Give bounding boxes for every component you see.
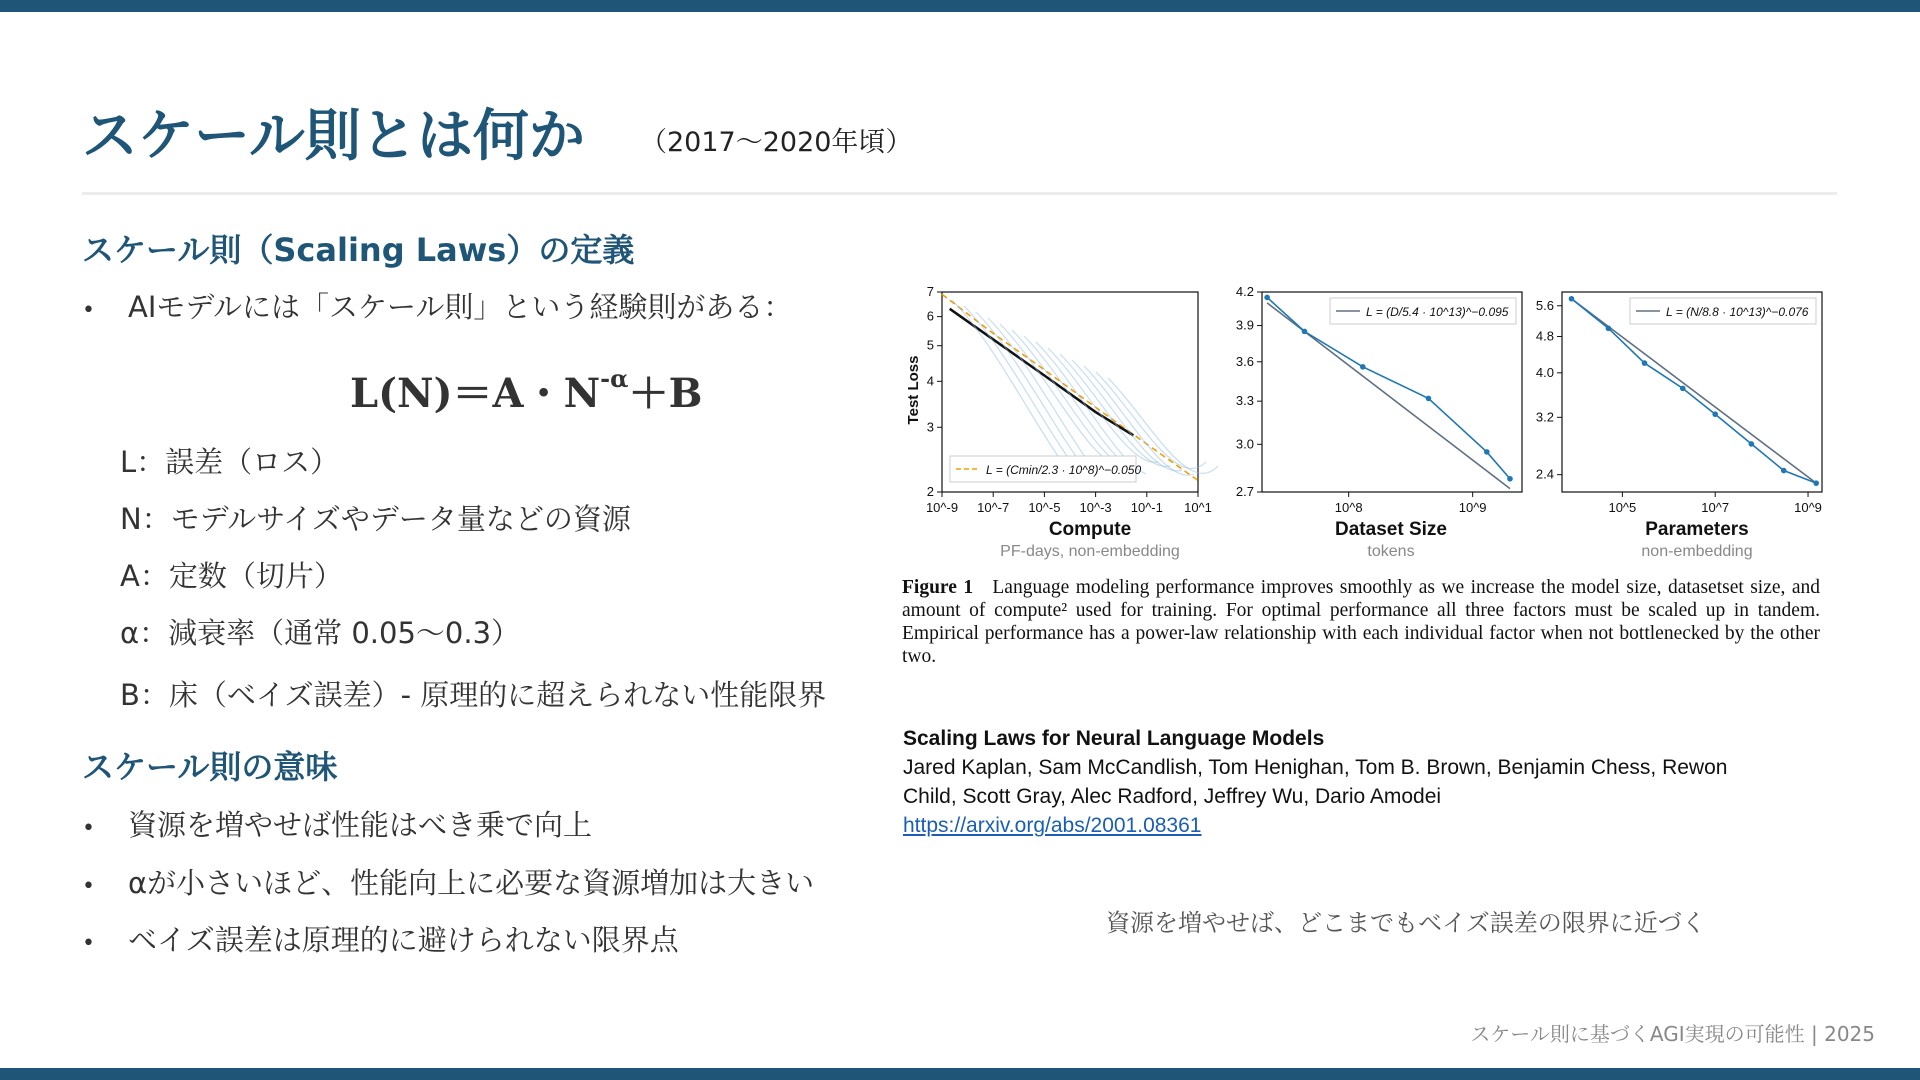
- data-point: [1302, 329, 1308, 335]
- x-tick-label: 10^-1: [1130, 500, 1163, 515]
- data-point: [1426, 396, 1432, 402]
- y-tick-label: 2.7: [1235, 484, 1254, 499]
- bullet-dot: •: [82, 298, 95, 323]
- y-tick-label: 6: [926, 308, 934, 324]
- chart-dataset-size: [1236, 284, 1522, 515]
- x-tick-label: 10^-5: [1028, 500, 1061, 515]
- data-point: [1606, 326, 1612, 332]
- data-point: [1813, 480, 1819, 486]
- y-tick-label: 7: [926, 284, 934, 299]
- bayes-note: 資源を増やせば、どこまでもベイズ誤差の限界に近づく: [1106, 909, 1706, 937]
- title-divider: [82, 192, 1837, 195]
- x-tick-label: 10^9: [1794, 500, 1822, 515]
- y-tick-label: 5.6: [1535, 297, 1554, 313]
- reference-title: Scaling Laws for Neural Language Models: [903, 727, 1325, 750]
- data-point: [1569, 296, 1575, 302]
- x-tick-label: 10^7: [1701, 500, 1730, 515]
- y-tick-label: 4.8: [1535, 328, 1554, 344]
- data-point: [1507, 476, 1513, 482]
- data-point: [1484, 449, 1490, 455]
- footer-text: スケール則に基づくAGI実現の可能性 | 2025: [1470, 1022, 1875, 1046]
- definition-heading: スケール則（Scaling Laws）の定義: [82, 231, 635, 269]
- parameters-subtitle: non-embedding: [1641, 543, 1753, 560]
- y-tick-label: 3.9: [1235, 317, 1254, 333]
- definition-intro: • AIモデルには「スケール則」という経験則がある：: [82, 290, 793, 324]
- figure-caption: [902, 576, 1820, 668]
- data-point: [1749, 441, 1755, 447]
- legend-label: L = (N/8.8 · 10^13)^−0.076: [1666, 305, 1809, 319]
- data-point: [1712, 411, 1718, 417]
- parameters-title: Parameters: [1645, 519, 1749, 540]
- scaling-formula: L(N)＝A・$N^{-\alpha}+B$: [350, 363, 703, 417]
- data-point: [1781, 468, 1787, 474]
- x-tick-label: 10^1: [1184, 500, 1212, 515]
- meaning-bullet-3: • ベイズ誤差は原理的に避けられない限界点: [82, 923, 679, 957]
- data-point: [1264, 295, 1270, 301]
- legend-label: L = (D/5.4 · 10^13)^−0.095: [1366, 305, 1509, 319]
- x-tick-label: 10^-7: [977, 500, 1010, 515]
- term-n: N：モデルサイズやデータ量などの資源: [120, 502, 631, 536]
- compute-subtitle: PF-days, non-embedding: [1000, 543, 1180, 560]
- data-point: [1360, 364, 1366, 370]
- chart-compute: [926, 284, 1218, 515]
- top-accent-bar: [0, 0, 1920, 12]
- term-l: L：誤差（ロス）: [120, 445, 340, 479]
- y-tick-label: 3: [926, 419, 934, 435]
- term-a: A：定数（切片）: [120, 559, 343, 593]
- y-tick-label: 3.3: [1235, 393, 1254, 409]
- reference-authors-2: Child, Scott Gray, Alec Radford, Jeffrey Wu, Dario Amodei: [903, 785, 1442, 808]
- bullet-dot: •: [82, 816, 95, 841]
- x-tick-label: 10^8: [1334, 500, 1363, 515]
- x-tick-label: 10^-9: [925, 500, 959, 515]
- compute-title: Compute: [1048, 519, 1132, 540]
- x-tick-label: 10^9: [1458, 500, 1487, 515]
- y-tick-label: 4.0: [1535, 364, 1554, 380]
- data-point: [1642, 360, 1648, 366]
- y-tick-label: 4: [926, 373, 934, 389]
- y-tick-label: 3.6: [1235, 353, 1254, 369]
- y-tick-label: 4.2: [1235, 284, 1254, 299]
- meaning-heading: スケール則の意味: [82, 748, 338, 786]
- y-tick-label: 5: [926, 337, 934, 353]
- y-tick-label: 3.0: [1235, 436, 1254, 452]
- dataset-title: Dataset Size: [1335, 519, 1447, 540]
- caption-label: Figure 1: [902, 577, 974, 598]
- reference-link[interactable]: https://arxiv.org/abs/2001.08361: [903, 814, 1202, 837]
- y-axis-label: Test Loss: [905, 355, 922, 425]
- page-title: スケール則とは何か: [82, 104, 585, 169]
- data-point: [1680, 386, 1686, 392]
- term-alpha: α：減衰率（通常 0.05〜0.3）: [120, 616, 521, 650]
- caption-text: Language modeling performance improves smoothly as we increase the model size, datasetset size, and amount of compute² used for training. For optimal performance all three factors must be scaled up in tandem. Empirical performance has a power-law relationship with each individual factor when not bottlenecked by the other two.: [902, 577, 1821, 667]
- bullet-dot: •: [82, 874, 95, 899]
- reference-authors-1: Jared Kaplan, Sam McCandlish, Tom Henighan, Tom B. Brown, Benjamin Chess, Rewon: [903, 756, 1728, 779]
- x-tick-label: 10^5: [1608, 500, 1637, 515]
- meaning-bullet-2: • αが小さいほど、性能向上に必要な資源増加は大きい: [82, 866, 815, 900]
- page-subtitle: （2017〜2020年頃）: [640, 127, 913, 158]
- y-tick-label: 2.4: [1535, 466, 1554, 482]
- meaning-bullet-1: • 資源を増やせば性能はべき乗で向上: [82, 808, 593, 842]
- bullet-dot: •: [82, 931, 95, 956]
- scaling-figure: [900, 280, 1830, 560]
- y-tick-label: 2: [926, 484, 934, 499]
- dataset-subtitle: tokens: [1367, 543, 1415, 560]
- x-tick-label: 10^-3: [1079, 500, 1112, 515]
- bottom-accent-bar: [0, 1068, 1920, 1080]
- chart-parameters: [1536, 292, 1822, 515]
- legend-label: L = (Cmin/2.3 · 10^8)^−0.050: [986, 463, 1142, 477]
- y-tick-label: 3.2: [1535, 409, 1554, 425]
- term-b: B：床（ベイズ誤差）- 原理的に超えられない性能限界: [120, 678, 827, 712]
